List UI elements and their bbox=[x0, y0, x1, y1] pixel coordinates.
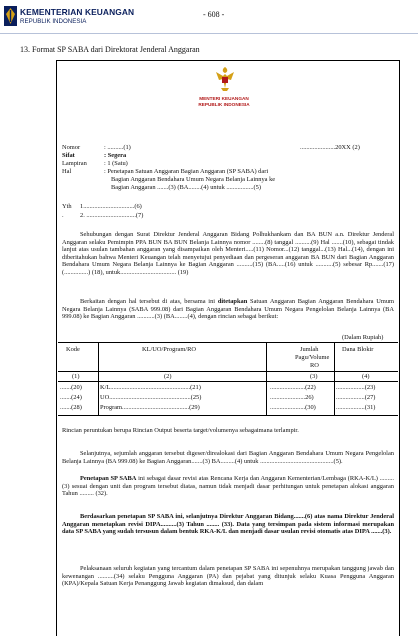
table-number-rule bbox=[58, 381, 398, 382]
table-header-jumlah: Jumlah bbox=[300, 346, 319, 353]
table-row-blokir: ..................(27) bbox=[336, 394, 376, 401]
table-header-program: KL/UO/Program/RO bbox=[142, 346, 196, 353]
body-paragraph-1: Sehubungan dengan Surat Direktur Jenderal Anggaran Bidang Polhukhankam dan BA BUN a.n. Direktur Jenderal Anggaran selaku Pemimpin PPA BUN BA BUN Belanja Lainnya nomor ........(8) tanggal ..........(9) Hal .......(10), sebagai tindak lanjut atas usulan tambahan anggaran yang disampaikan oleh Menteri.....(11) Nomor...(12) tanggal...(13) Hal...(14), dengan ini diberitahukan bahwa Menteri Keuangan telah menyetujui penyediaan dan pergeseran anggaran BA BUN dari Bagian Anggaran Bendahara Umum Negara Belanja Lainnya ke Bagian Anggaran ..........(15) (BA.....(16) untuk ...........(5) sebesar Rp.......(17) (...............) (18), untuk................................... (19) bbox=[62, 231, 394, 276]
body-paragraph-3: Rincian peruntukan berupa Rincian Output beserta target/volumenya sebagaimana terlampir. bbox=[62, 427, 299, 434]
body-paragraph-2: Berkaitan dengan hal tersebut di atas, bersama ini ditetapkan Satuan Anggaran Bagian Anggaran Bendahara Umum Negara Belanja Lainnya (SABA 999.08) dari Bagian Anggaran Bendahara Umum Negara Pengelolan Belanja Lainnya (BA 999.08) ke Bagian Anggaran ...........(3) (BA........(4), dengan rincian sebagai berikut: bbox=[62, 298, 394, 321]
recipient-2-prefix: . bbox=[62, 212, 64, 219]
table-row-label: Program..........................................(29) bbox=[100, 404, 200, 411]
sifat-value: : Segera bbox=[104, 152, 127, 159]
hal-line-1: : Penetapan Satuan Anggaran Bagian Anggaran (SP SABA) dari bbox=[104, 168, 269, 175]
ministry-name: KEMENTERIAN KEUANGAN bbox=[20, 7, 135, 17]
table-col-rule bbox=[334, 342, 335, 416]
body-paragraph-7: Pelaksanaan seluruh kegiatan yang tercantum dalam penetapan SP SABA ini sepenuhnya merupakan tanggung jawab dan kewenangan ..........(34) selaku Pengguna Anggaran (PA) dan pejabat yang ditunjuk selaku Kuasa Pengguna Anggaran (KPA)/Kepala Satuan Kerja Penanggung Jawab kegiatan dimaksud, dan dalam bbox=[62, 565, 394, 588]
table-col-number: (2) bbox=[164, 373, 172, 380]
table-header-rule bbox=[58, 371, 398, 372]
country-name: REPUBLIK INDONESIA bbox=[20, 18, 87, 25]
table-row-jumlah: ......................(22) bbox=[270, 384, 316, 391]
letterhead-subtitle: REPUBLIK INDONESIA bbox=[198, 102, 250, 107]
table-row-label: K/L..................................................(21) bbox=[100, 384, 201, 391]
nomor-label: Nomor bbox=[62, 144, 81, 151]
table-row-blokir: ..................(31) bbox=[336, 404, 376, 411]
hal-label: Hal bbox=[62, 168, 72, 175]
table-row-jumlah: ......................26) bbox=[270, 394, 314, 401]
hal-line-3: Bagian Anggaran .......(3) (BA........(4) untuk .................(5) bbox=[111, 184, 261, 191]
table-col-number: (3) bbox=[310, 373, 318, 380]
table-header-kode: Kode bbox=[66, 346, 80, 353]
table-row-label: UO...................................................(25) bbox=[100, 394, 202, 401]
recipient-2: 2. ...............................(7) bbox=[80, 212, 144, 219]
lampiran-value: : 1 (Satu) bbox=[104, 160, 128, 167]
nomor-value: : ..........(1) bbox=[104, 144, 131, 151]
yth-label: Yth bbox=[62, 203, 72, 210]
section-title: 13. Format SP SABA dari Direktorat Jenderal Anggaran bbox=[20, 45, 200, 54]
table-top-rule bbox=[58, 342, 398, 343]
header-divider bbox=[0, 33, 418, 34]
letter-date: ......................20XX (2) bbox=[300, 144, 360, 151]
letterhead-title: MENTERI KEUANGAN bbox=[199, 96, 249, 101]
table-header-ro: RO bbox=[310, 362, 319, 369]
body-paragraph-6: Berdasarkan penetapan SP SABA ini, selanjutnya Direktur Anggaran Bidang.......(6) atas nama Direktur Jenderal Anggaran menetapkan revisi DIPA..........(3) Tahun ........ (33). Data yang tersimpan pada sistem informasi merupakan data SP SABA yang sudah tersusun dalam bentuk RKA-K/L dan menjadi dasar usulan revisi otomatis atas DIPA .......(3). bbox=[62, 513, 394, 536]
body-paragraph-5: Penetapan SP SABA ini sebagai dasar revisi atas Rencana Kerja dan Anggaran Kementerian/Lembaga (RKA-K/L) .........(3) sesuai dengan unit dan program tersebut diatas, namun tidak menjadi dasar perhitungan untuk penetapan alokasi anggaran Tahun ......... (32). bbox=[62, 475, 395, 498]
table-row-blokir: ..................(23) bbox=[336, 384, 376, 391]
ministry-logo-icon bbox=[4, 6, 17, 26]
table-row-kode: .......(28) bbox=[60, 404, 82, 411]
table-row-kode: .......(24) bbox=[60, 394, 82, 401]
table-col-number: (1) bbox=[72, 373, 80, 380]
table-bottom-rule bbox=[58, 415, 398, 416]
table-unit: (Dalam Rupiah) bbox=[342, 334, 384, 341]
table-row-jumlah: ......................(30) bbox=[270, 404, 316, 411]
page-header bbox=[0, 0, 418, 34]
table-header-pagu: Pagu/Volume bbox=[295, 354, 330, 361]
body-paragraph-4: Selanjutnya, sejumlah anggaran tersebut digeser/direalokasi dari Bagian Anggaran Bendahara Umum Negara Pengelolan Belanja Lainnya (BA 999.08) ke Bagian Anggaran.......(3) BA.........(4) untuk ..............................................(5). bbox=[62, 450, 394, 465]
table-col-rule bbox=[98, 342, 99, 416]
lampiran-label: Lampiran bbox=[62, 160, 87, 167]
hal-line-2: Bagian Anggaran Bendahara Umum Negara Belanja Lainnya ke bbox=[111, 176, 276, 183]
table-col-number: (4) bbox=[362, 373, 370, 380]
table-header-blokir: Dana Blokir bbox=[342, 346, 374, 353]
recipient-1: 1................................(6) bbox=[80, 203, 142, 210]
garuda-emblem-icon bbox=[214, 66, 236, 92]
table-col-rule bbox=[266, 342, 267, 416]
page-number: - 608 - bbox=[203, 10, 225, 19]
table-row-kode: .......(20) bbox=[60, 384, 82, 391]
sifat-label: Sifat bbox=[62, 152, 75, 159]
